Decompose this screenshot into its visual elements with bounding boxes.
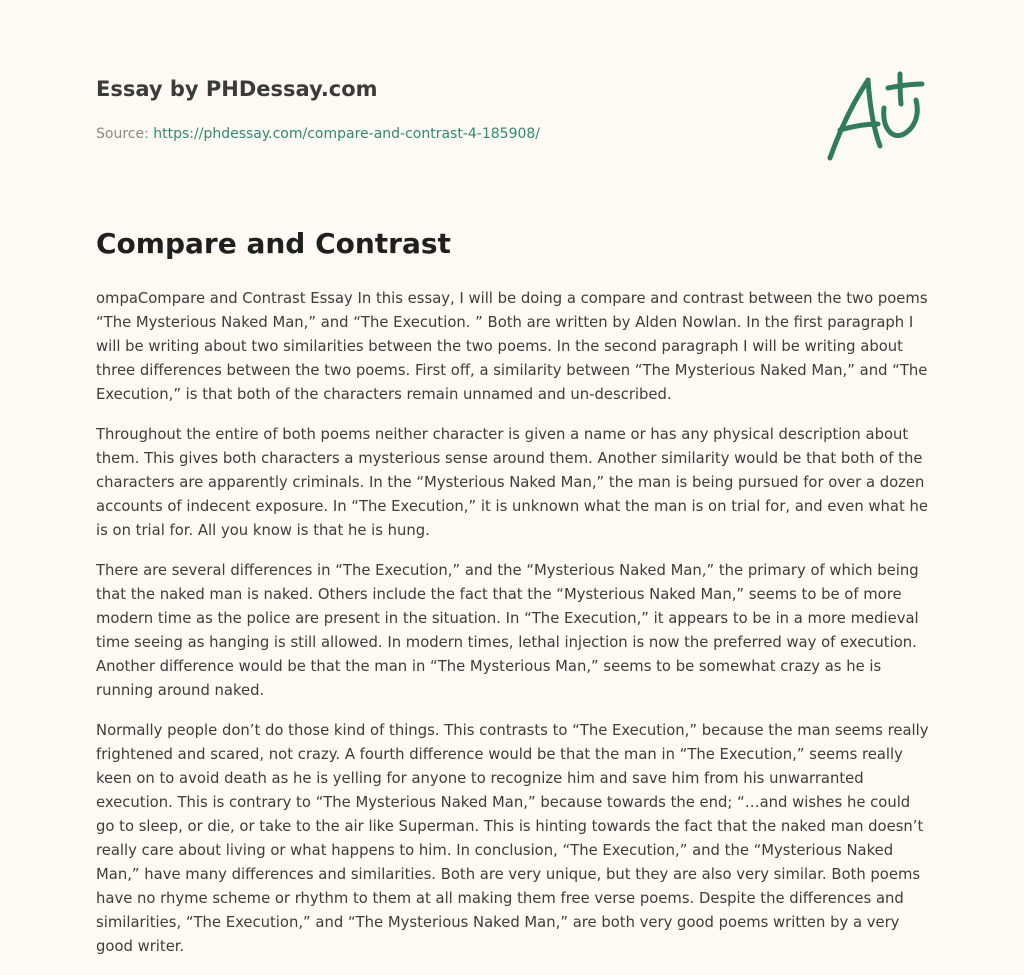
essay-article bbox=[96, 222, 932, 975]
essay-paragraph: Throughout the entire of both poems neither character is given a name or has any physical description about them. This gives both characters a mysterious sense around them. Another similarity would be that both of the characters are apparently criminals. In the “Mysterious Naked Man,” the man is being pursued for over a dozen accounts of indecent exposure. In “The Execution,” it is unknown what the man is on trial for, and even what he is on trial for. All you know is that he is hung. bbox=[96, 426, 928, 539]
a-plus-logo-icon bbox=[822, 68, 926, 164]
source-label: Source: bbox=[96, 126, 154, 142]
site-header bbox=[96, 74, 736, 144]
essay-title: Compare and Contrast bbox=[96, 227, 451, 260]
source-link[interactable]: https://phdessay.com/compare-and-contrast-4-185908/ bbox=[153, 126, 541, 142]
essay-paragraph: There are several differences in “The Execution,” and the “Mysterious Naked Man,” the primary of which being that the naked man is naked. Others include the fact that the “Mysterious Naked Man,” seems to be of more modern time as the police are present in the situation. In “The Execution,” it appears to be in a more medieval time seeing as hanging is still allowed. In modern times, lethal injection is now the preferred way of execution. Another difference would be that the man in “The Mysterious Man,” seems to be somewhat crazy as he is running around naked. bbox=[96, 562, 919, 699]
essay-paragraph: ompaCompare and Contrast Essay In this essay, I will be doing a compare and contrast between the two poems “The Mysterious Naked Man,” and “The Execution. ” Both are written by Alden Nowlan. In the first paragraph I will be writing about two similarities between the two poems. In the second paragraph I will be writing about three differences between the two poems. First off, a similarity between “The Mysterious Naked Man,” and “The Execution,” is that both of the characters remain unnamed and un-described. bbox=[96, 290, 928, 403]
source-line bbox=[96, 124, 736, 144]
site-title: Essay by PHDessay.com bbox=[96, 77, 378, 101]
essay-paragraph: Normally people don’t do those kind of things. This contrasts to “The Execution,” because the man seems really frightened and scared, not crazy. A fourth difference would be that the man in “The Execution,” seems really keen on to avoid death as he is yelling for anyone to recognize him and save him from his unwarranted execution. This is contrary to “The Mysterious Naked Man,” because towards the end; “…and wishes he could go to sleep, or die, or take to the air like Superman. This is hinting towards the fact that the naked man doesn’t really care about living or what happens to him. In conclusion, “The Execution,” and the “Mysterious Naked Man,” have many differences and similarities. Both are very unique, but they are also very similar. Both poems have no rhyme scheme or rhythm to them at all making them free verse poems. Despite the differences and similarities, “The Execution,” and “The Mysterious Naked Man,” are both very good poems written by a very good writer. bbox=[96, 722, 929, 955]
